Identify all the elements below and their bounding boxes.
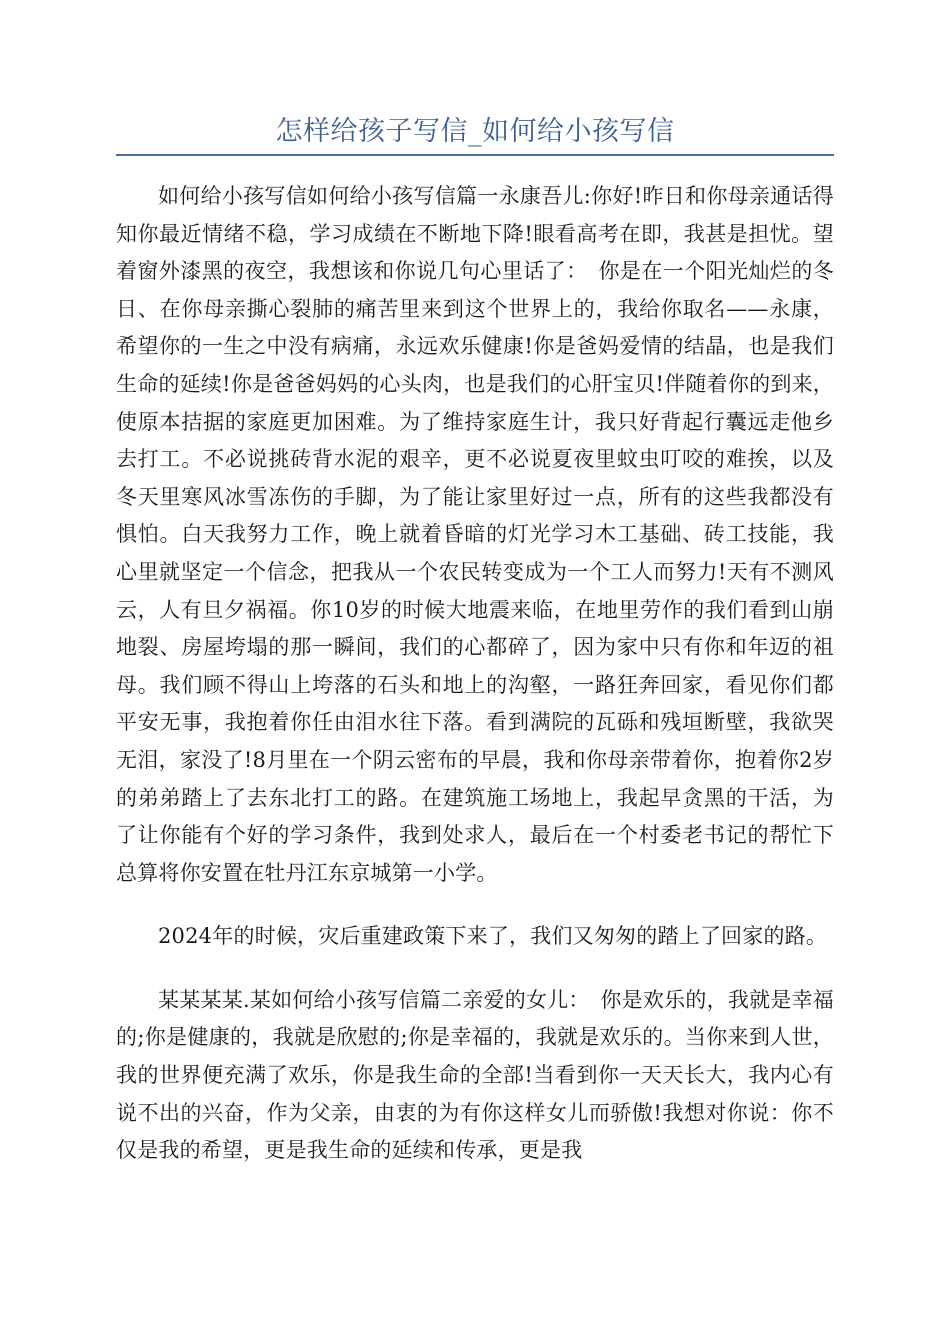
title-underline <box>116 154 834 156</box>
paragraph: 2024年的时候，灾后重建政策下来了，我们又匆匆的踏上了回家的路。 <box>158 924 828 949</box>
document-title: 怎样给孩子写信_如何给小孩写信 <box>275 116 675 147</box>
document-body <box>116 178 834 1196</box>
paragraph: 如何给小孩写信如何给小孩写信篇一永康吾儿:你好!昨日和你母亲通话得知你最近情绪不稳，学习成绩在不断地下降!眼看高考在即，我甚是担忧。望着窗外漆黑的夜空，我想该和你说几句心里话了： 你是在一个阳光灿烂的冬日、在你母亲撕心裂肺的痛苦里来到这个世界上的，我给你取名——永康，希望你的一生之中没有病痛，永远欢乐健康!你是爸妈爱情的结晶，也是我们生命的延续!你是爸爸妈妈的心头肉，也是我们的心肝宝贝!伴随着你的到来，使原本拮据的家庭更加困难。为了维持家庭生计，我只好背起行囊远走他乡去打工。不必说挑砖背水泥的艰辛，更不必说夏夜里蚊虫叮咬的难挨，以及冬天里寒风冰雪冻伤的手脚，为了能让家里好过一点，所有的这些我都没有惧怕。白天我努力工作，晚上就着昏暗的灯光学习木工基础、砖工技能，我心里就坚定一个信念，把我从一个农民转变成为一个工人而努力!天有不测风云，人有旦夕祸福。你10岁的时候大地震来临，在地里劳作的我们看到山崩地裂、房屋垮塌的那一瞬间，我们的心都碎了，因为家中只有你和年迈的祖母。我们顾不得山上垮落的石头和地上的沟壑，一路狂奔回家，看见你们都平安无事，我抱着你任由泪水往下落。看到满院的瓦砾和残垣断壁，我欲哭无泪，家没了!8月里在一个阴云密布的早晨，我和你母亲带着你，抱着你2岁的弟弟踏上了去东北打工的路。在建筑施工场地上，我起早贪黑的干活，为了让你能有个好的学习条件，我到处求人，最后在一个村委老书记的帮忙下总算将你安置在牡丹江东京城第一小学。 <box>116 184 834 885</box>
paragraph: 某某某某.某如何给小孩写信篇二亲爱的女儿： 你是欢乐的，我就是幸福的;你是健康的，我就是欣慰的;你是幸福的，我就是欢乐的。当你来到人世，我的世界便充满了欢乐，你是我生命的全部!当看到你一天天长大，我内心有说不出的兴奋，作为父亲，由衷的为有你这样女儿而骄傲!我想对你说：你不仅是我的希望，更是我生命的延续和传承，更是我 <box>116 987 834 1163</box>
